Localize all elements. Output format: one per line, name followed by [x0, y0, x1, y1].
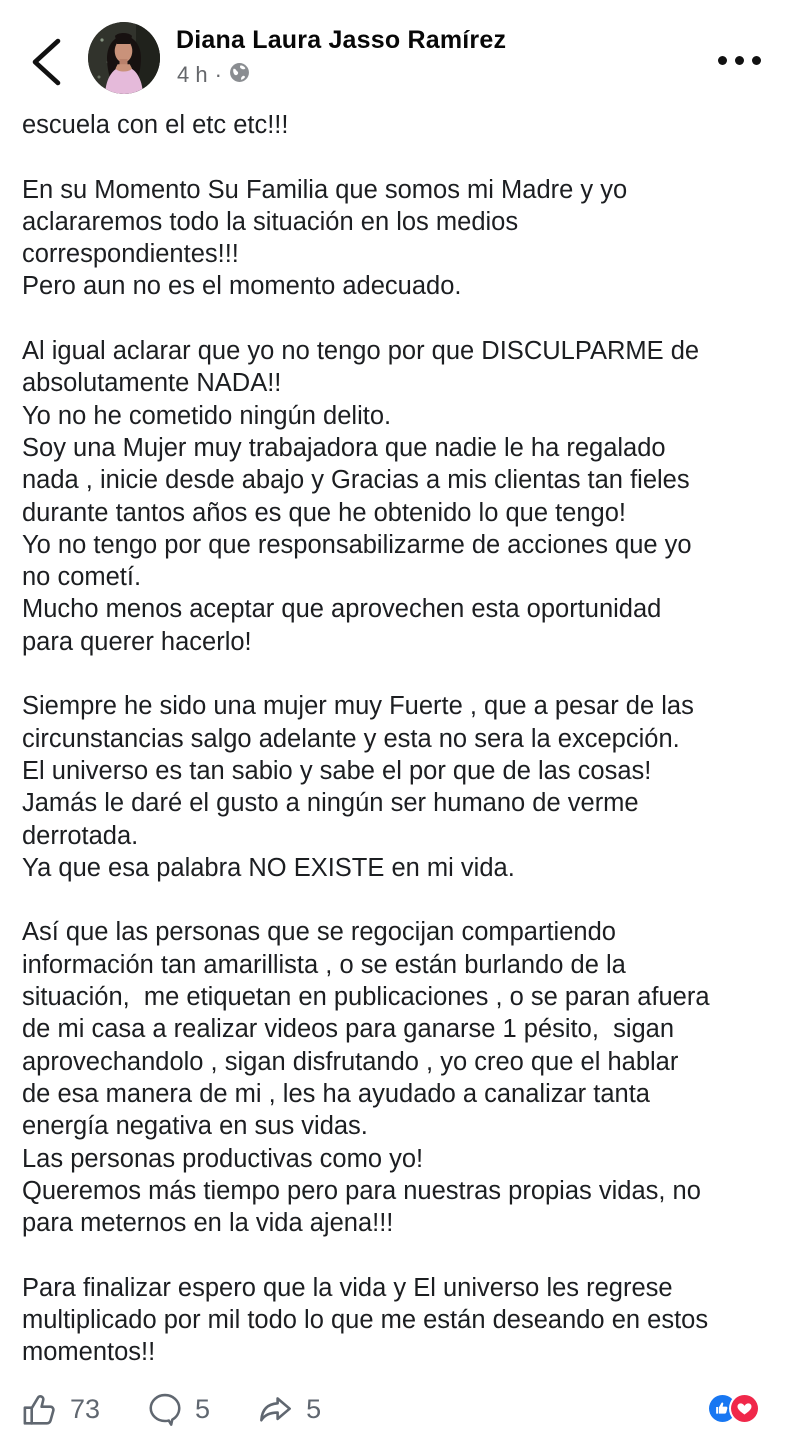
comment-bubble-icon	[146, 1390, 184, 1428]
avatar[interactable]	[88, 22, 160, 94]
user-name[interactable]: Diana Laura Jasso Ramírez	[176, 26, 507, 54]
like-button[interactable]	[20, 1390, 100, 1429]
love-reaction-icon	[731, 1395, 758, 1422]
chevron-left-icon	[29, 37, 63, 92]
post-meta	[177, 60, 250, 89]
thumbs-up-icon	[20, 1390, 59, 1429]
meta-separator: ·	[214, 61, 222, 87]
globe-public-icon	[229, 62, 250, 89]
timestamp: 4 h	[177, 61, 208, 87]
like-count: 73	[70, 1393, 101, 1424]
three-dots-icon	[718, 56, 761, 65]
back-button[interactable]	[22, 36, 70, 92]
reaction-badges[interactable]	[709, 1395, 758, 1422]
post-text: escuela con el etc etc!!! En su Momento Su Familia que somos mi Madre y yo aclararemos todo la situación en los medios correspondientes!!! Pero aun no es el momento adecuado. Al igual aclarar que yo no tengo por que DISCULPARME de absolutamente NADA!! Yo no he cometido ningún delito. Soy una Mujer muy trabajadora que nadie le ha regalado nada , inicie desde abajo y Gracias a mis clientas tan fieles durante tantos años es que he obtenido lo que tengo! Yo no tengo por que responsabilizarme de acciones que yo no cometí. Mucho menos aceptar que aprovechen esta oportunidad para querer hacerlo! Siempre he sido una mujer muy Fuerte , que a pesar de las circunstancias salgo adelante y esta no sera la excepción. El universo es tan sabio y sabe el por que de las cosas! Jamás le daré el gusto a ningún ser humano de verme derrotada. Ya que esa palabra NO EXISTE en mi vida. Así que las personas que se regocijan compartiendo información tan amarillista , o se están burlando de la situación, me etiquetan en publicaciones , o se paran afuera de mi casa a realizar videos para ganarse 1 pésito, sigan aprovechandolo , sigan disfrutando , yo creo que el hablar de esa manera de mi , les ha ayudado a canalizar tanta energía negativa en sus vidas. Las personas productivas como yo! Queremos más tiempo pero para nuestras propias vidas, no para meternos en la vida ajena!!! Para finalizar espero que la vida y El universo les regrese multiplicado por mil todo lo que me están deseando en estos momentos!!	[22, 111, 710, 1367]
comment-count: 5	[195, 1393, 211, 1424]
engagement-bar	[0, 1378, 788, 1440]
share-count: 5	[306, 1393, 322, 1424]
share-arrow-icon	[256, 1390, 295, 1429]
engagement-stats	[20, 1378, 321, 1440]
more-options-button[interactable]	[710, 44, 768, 76]
share-button[interactable]	[256, 1390, 321, 1429]
post-header	[0, 0, 788, 106]
comment-button[interactable]	[146, 1390, 210, 1428]
